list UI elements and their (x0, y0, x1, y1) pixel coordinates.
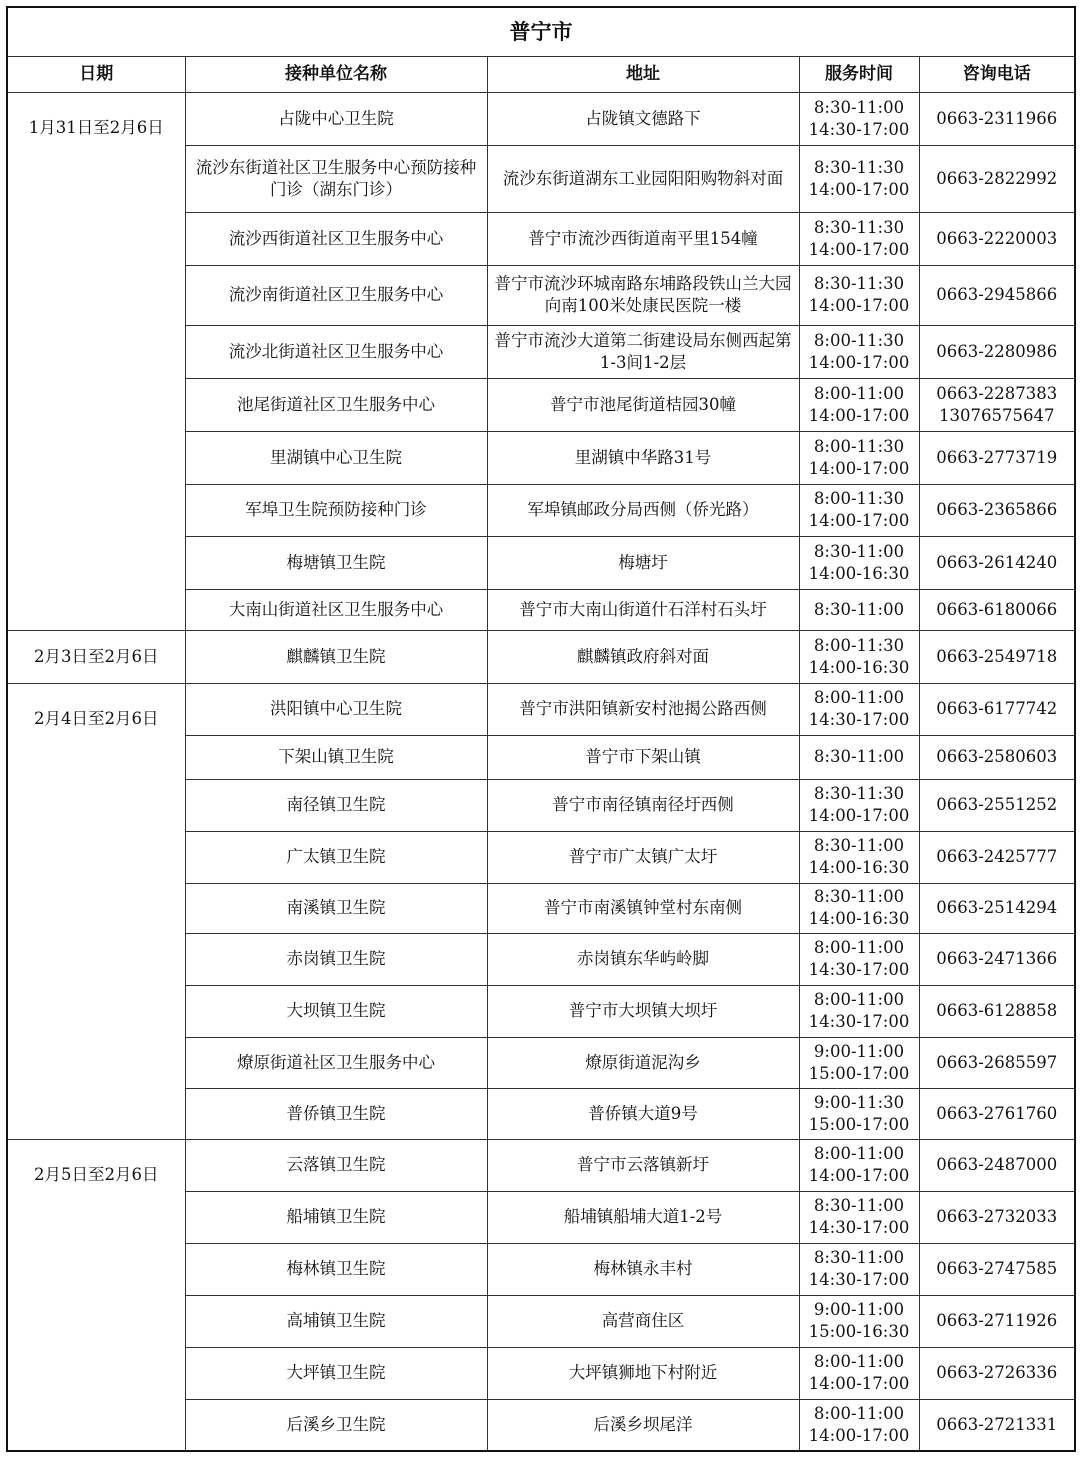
service-time-cell (799, 431, 919, 484)
service-time-line: 8:00-11:30 (813, 489, 905, 508)
service-time-line: 14:30-17:00 (808, 119, 910, 139)
service-time-line: 8:00-11:00 (813, 383, 905, 403)
service-time-line: 14:00-16:30 (808, 563, 910, 583)
phone-cell (919, 630, 1075, 683)
service-time-cell (799, 831, 919, 883)
address-cell: 普宁市广太镇广太圩 (487, 831, 799, 883)
phone-number: 0663-2487000 (936, 1155, 1058, 1174)
phone-number: 0663-6177742 (936, 699, 1058, 718)
site-name-cell: 高埔镇卫生院 (185, 1295, 487, 1347)
site-name-cell: 流沙南街道社区卫生服务中心 (185, 265, 487, 325)
header-address: 地址 (487, 56, 799, 92)
site-name-cell: 赤岗镇卫生院 (185, 933, 487, 985)
service-time-cell (799, 536, 919, 589)
service-time-cell (799, 1347, 919, 1399)
service-time-line: 14:30-17:00 (808, 710, 910, 729)
address-cell: 普宁市流沙环城南路东埔路段铁山兰大园向南100米处康民医院一楼 (487, 265, 799, 325)
site-name-cell: 梅林镇卫生院 (185, 1243, 487, 1295)
address-cell: 燎原街道泥沟乡 (487, 1037, 799, 1088)
phone-cell (919, 1088, 1075, 1139)
header-date: 日期 (7, 56, 185, 92)
site-name-cell: 大坝镇卫生院 (185, 985, 487, 1037)
phone-cell (919, 985, 1075, 1037)
site-name-cell: 池尾街道社区卫生服务中心 (185, 378, 487, 431)
address-cell: 普宁市大坝镇大坝圩 (487, 985, 799, 1037)
address-cell: 占陇镇文德路下 (487, 92, 799, 145)
service-time-line: 8:30-11:30 (813, 784, 905, 803)
service-time-line: 8:30-11:30 (813, 217, 905, 237)
phone-cell (919, 1191, 1075, 1243)
phone-number: 0663-2471366 (936, 949, 1058, 968)
service-time-line: 14:00-16:30 (808, 657, 910, 677)
address-cell: 高营商住区 (487, 1295, 799, 1347)
site-name-cell: 流沙北街道社区卫生服务中心 (185, 325, 487, 378)
site-name-cell: 下架山镇卫生院 (185, 735, 487, 779)
date-range-cell: 2月4日至2月6日 (7, 683, 185, 1139)
service-time-line: 14:00-16:30 (808, 858, 910, 877)
address-cell: 普宁市云落镇新圩 (487, 1139, 799, 1191)
service-time-line: 8:30-11:00 (813, 97, 905, 117)
service-time-line: 8:00-11:00 (813, 1403, 905, 1423)
site-name-cell: 后溪乡卫生院 (185, 1399, 487, 1451)
table-row (7, 1139, 1075, 1191)
service-time-cell (799, 1037, 919, 1088)
service-time-cell (799, 1295, 919, 1347)
service-time-cell (799, 92, 919, 145)
address-cell: 普宁市大南山街道什石洋村石头圩 (487, 589, 799, 630)
vaccination-schedule-document (6, 6, 1074, 1452)
address-cell: 梅塘圩 (487, 536, 799, 589)
service-time-cell (799, 145, 919, 212)
site-name-cell: 麒麟镇卫生院 (185, 630, 487, 683)
phone-cell (919, 1243, 1075, 1295)
phone-cell (919, 933, 1075, 985)
table-row (7, 683, 1075, 735)
date-range-cell: 1月31日至2月6日 (7, 92, 185, 630)
service-time-cell (799, 630, 919, 683)
table-row (7, 630, 1075, 683)
site-name-cell: 梅塘镇卫生院 (185, 536, 487, 589)
phone-cell (919, 145, 1075, 212)
service-time-cell (799, 378, 919, 431)
service-time-cell (799, 933, 919, 985)
address-cell: 普宁市下架山镇 (487, 735, 799, 779)
address-cell: 后溪乡坝尾洋 (487, 1399, 799, 1451)
service-time-cell (799, 1191, 919, 1243)
address-cell: 里湖镇中华路31号 (487, 431, 799, 484)
service-time-cell (799, 212, 919, 265)
site-name-cell: 流沙东街道社区卫生服务中心预防接种门诊（湖东门诊） (185, 145, 487, 212)
service-time-line: 8:00-11:30 (813, 436, 905, 456)
site-name-cell: 广太镇卫生院 (185, 831, 487, 883)
address-cell: 普宁市流沙西街道南平里154幢 (487, 212, 799, 265)
date-range-cell: 2月5日至2月6日 (7, 1139, 185, 1451)
service-time-cell (799, 1399, 919, 1451)
site-name-cell: 南径镇卫生院 (185, 779, 487, 831)
phone-cell (919, 1139, 1075, 1191)
service-time-line: 14:30-17:00 (808, 1218, 910, 1237)
header-row (7, 56, 1075, 92)
phone-cell (919, 831, 1075, 883)
site-name-cell: 燎原街道社区卫生服务中心 (185, 1037, 487, 1088)
service-time-line: 14:00-17:00 (808, 239, 910, 259)
address-cell: 普宁市池尾街道桔园30幢 (487, 378, 799, 431)
phone-number: 0663-2761760 (936, 1103, 1058, 1123)
phone-cell (919, 683, 1075, 735)
phone-cell (919, 378, 1075, 431)
phone-cell (919, 536, 1075, 589)
phone-cell (919, 589, 1075, 630)
site-name-cell: 大坪镇卫生院 (185, 1347, 487, 1399)
phone-cell (919, 484, 1075, 536)
service-time-line: 8:00-11:00 (813, 1144, 905, 1163)
phone-cell (919, 431, 1075, 484)
service-time-line: 15:00-17:00 (808, 1114, 910, 1134)
service-time-line: 8:30-11:00 (813, 541, 905, 561)
phone-number: 0663-2614240 (936, 552, 1058, 572)
service-time-line: 14:00-17:00 (808, 352, 910, 372)
phone-number: 0663-2773719 (936, 447, 1058, 467)
site-name-cell: 军埠卫生院预防接种门诊 (185, 484, 487, 536)
service-time-line: 14:00-17:00 (808, 405, 910, 425)
site-name-cell: 普侨镇卫生院 (185, 1088, 487, 1139)
site-name-cell: 里湖镇中心卫生院 (185, 431, 487, 484)
site-name-cell: 南溪镇卫生院 (185, 883, 487, 933)
phone-number: 0663-2220003 (936, 228, 1058, 248)
address-cell: 梅林镇永丰村 (487, 1243, 799, 1295)
phone-number: 0663-2945866 (936, 285, 1058, 304)
service-time-line: 8:00-11:30 (813, 635, 905, 655)
address-cell: 流沙东街道湖东工业园阳阳购物斜对面 (487, 145, 799, 212)
service-time-line: 14:00-17:00 (808, 1166, 910, 1185)
service-time-cell (799, 325, 919, 378)
service-time-line: 8:00-11:30 (813, 330, 905, 350)
site-name-cell: 流沙西街道社区卫生服务中心 (185, 212, 487, 265)
phone-number: 0663-2685597 (936, 1052, 1058, 1072)
phone-cell (919, 1347, 1075, 1399)
service-time-line: 14:00-17:00 (808, 806, 910, 825)
service-time-line: 14:30-17:00 (808, 1270, 910, 1289)
service-time-line: 14:00-17:00 (808, 179, 910, 199)
service-time-line: 15:00-16:30 (808, 1322, 910, 1341)
service-time-line: 8:30-11:00 (813, 1196, 905, 1215)
service-time-line: 8:00-11:00 (813, 1352, 905, 1371)
address-cell: 军埠镇邮政分局西侧（侨光路） (487, 484, 799, 536)
phone-cell (919, 779, 1075, 831)
date-range-cell: 2月3日至2月6日 (7, 630, 185, 683)
phone-number: 0663-2721331 (936, 1414, 1058, 1434)
header-phone: 咨询电话 (919, 56, 1075, 92)
service-time-cell (799, 265, 919, 325)
header-site-name: 接种单位名称 (185, 56, 487, 92)
phone-number: 0663-2311966 (936, 108, 1058, 128)
phone-number: 0663-2365866 (936, 500, 1058, 519)
phone-number: 0663-2514294 (936, 898, 1058, 917)
service-time-cell (799, 1088, 919, 1139)
service-time-line: 14:00-17:00 (808, 1374, 910, 1393)
service-time-cell (799, 735, 919, 779)
phone-cell (919, 1399, 1075, 1451)
site-name-cell: 洪阳镇中心卫生院 (185, 683, 487, 735)
table-body (7, 92, 1075, 1451)
site-name-cell: 占陇中心卫生院 (185, 92, 487, 145)
phone-number: 0663-6180066 (936, 599, 1058, 619)
phone-number: 0663-2711926 (936, 1311, 1058, 1330)
service-time-cell (799, 589, 919, 630)
phone-number: 0663-6128858 (936, 1001, 1058, 1020)
phone-cell (919, 735, 1075, 779)
service-time-line: 8:00-11:00 (813, 990, 905, 1009)
address-cell: 船埔镇船埔大道1-2号 (487, 1191, 799, 1243)
phone-number: 13076575647 (939, 405, 1055, 425)
service-time-line: 14:00-17:00 (808, 458, 910, 478)
service-time-cell (799, 1139, 919, 1191)
address-cell: 赤岗镇东华屿岭脚 (487, 933, 799, 985)
service-time-line: 9:00-11:00 (813, 1041, 905, 1061)
service-time-line: 8:30-11:00 (813, 887, 905, 906)
service-time-line: 14:00-16:30 (808, 909, 910, 928)
site-name-cell: 云落镇卫生院 (185, 1139, 487, 1191)
phone-cell (919, 325, 1075, 378)
phone-cell (919, 92, 1075, 145)
phone-cell (919, 212, 1075, 265)
service-time-line: 9:00-11:30 (813, 1092, 905, 1112)
phone-number: 0663-2822992 (936, 168, 1058, 188)
service-time-line: 8:30-11:00 (813, 836, 905, 855)
site-name-cell: 船埔镇卫生院 (185, 1191, 487, 1243)
service-time-cell (799, 985, 919, 1037)
phone-cell (919, 265, 1075, 325)
vaccination-sites-table (6, 6, 1076, 1452)
service-time-line: 8:30-11:30 (813, 157, 905, 177)
service-time-line: 14:00-17:00 (808, 296, 910, 315)
service-time-cell (799, 1243, 919, 1295)
service-time-line: 14:00-17:00 (808, 511, 910, 530)
service-time-cell (799, 779, 919, 831)
phone-number: 0663-2549718 (936, 646, 1058, 666)
service-time-cell (799, 683, 919, 735)
service-time-line: 15:00-17:00 (808, 1063, 910, 1083)
service-time-line: 8:30-11:00 (813, 747, 905, 766)
address-cell: 大坪镇狮地下村附近 (487, 1347, 799, 1399)
service-time-line: 9:00-11:00 (813, 1300, 905, 1319)
address-cell: 普宁市洪阳镇新安村池揭公路西侧 (487, 683, 799, 735)
service-time-line: 14:30-17:00 (808, 960, 910, 979)
table-row (7, 92, 1075, 145)
header-service-time: 服务时间 (799, 56, 919, 92)
service-time-line: 14:30-17:00 (808, 1012, 910, 1031)
service-time-line: 8:30-11:30 (813, 274, 905, 293)
service-time-cell (799, 883, 919, 933)
phone-number: 0663-2280986 (936, 341, 1058, 361)
address-cell: 普侨镇大道9号 (487, 1088, 799, 1139)
service-time-line: 8:30-11:00 (813, 599, 905, 619)
phone-cell (919, 883, 1075, 933)
service-time-line: 8:00-11:00 (813, 688, 905, 707)
phone-number: 0663-2732033 (936, 1207, 1058, 1226)
phone-number: 0663-2747585 (936, 1259, 1058, 1278)
address-cell: 普宁市流沙大道第二街建设局东侧西起第1-3间1-2层 (487, 325, 799, 378)
phone-number: 0663-2726336 (936, 1363, 1058, 1382)
service-time-cell (799, 484, 919, 536)
address-cell: 普宁市南溪镇钟堂村东南侧 (487, 883, 799, 933)
phone-cell (919, 1295, 1075, 1347)
service-time-line: 14:00-17:00 (808, 1425, 910, 1445)
address-cell: 普宁市南径镇南径圩西侧 (487, 779, 799, 831)
phone-number: 0663-2425777 (936, 847, 1058, 866)
site-name-cell: 大南山街道社区卫生服务中心 (185, 589, 487, 630)
address-cell: 麒麟镇政府斜对面 (487, 630, 799, 683)
service-time-line: 8:00-11:00 (813, 938, 905, 957)
service-time-line: 8:30-11:00 (813, 1248, 905, 1267)
phone-number: 0663-2551252 (936, 795, 1058, 814)
phone-number: 0663-2580603 (936, 747, 1058, 766)
phone-number: 0663-2287383 (936, 383, 1058, 403)
phone-cell (919, 1037, 1075, 1088)
table-title: 普宁市 (7, 7, 1075, 56)
